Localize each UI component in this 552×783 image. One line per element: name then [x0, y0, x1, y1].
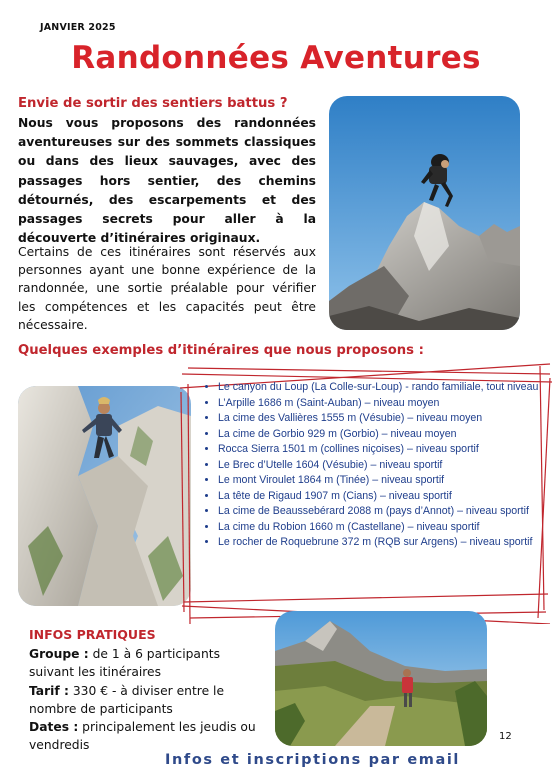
list-item: • La cime de Beaussebérard 2088 m (pays d’Annot) – niveau sportif: [218, 504, 552, 520]
infos-group: [29, 645, 265, 682]
group-value: de 1 à 6 participants suivant les itinéraires: [29, 647, 220, 680]
intro-text: Certains de ces itinéraires sont réservés aux personnes ayant une bonne expérience de la randonnée, une sortie préalable pour vérifier les compétences et les capacités peut être nécessaire.: [18, 245, 316, 332]
list-item: • Le Brec d’Utelle 1604 (Vésubie) – niveau sportif: [218, 458, 552, 474]
hiker-on-rock-summit-photo: [329, 96, 520, 330]
hiker-on-trail-photo: [275, 611, 487, 746]
intro-bold-text: Nous vous proposons des randonnées aventureuses sur des sommets classiques ou dans des lieux sauvages, avec des passages hors sentier, des chemins détournés, des escarpements et des passages secrets pour aller à la découverte d’itinéraires originaux.: [18, 116, 316, 246]
infos-title: INFOS PRATIQUES: [29, 627, 156, 642]
list-item: • Le canyon du Loup (La Colle-sur-Loup) - rando familiale, tout niveau: [218, 380, 552, 396]
list-item: • Rocca Sierra 1501 m (collines niçoises) – niveau sportif: [218, 442, 552, 458]
list-item: • La tête de Rigaud 1907 m (Cians) – niveau sportif: [218, 489, 552, 505]
list-item: • Le rocher de Roquebrune 372 m (RQB sur Argens) – niveau sportif: [218, 535, 552, 551]
price-label: Tarif :: [29, 683, 69, 698]
examples-heading: Quelques exemples d’itinéraires que nous proposons :: [18, 343, 424, 358]
infos-price: [29, 682, 265, 719]
itinerary-list: [190, 380, 552, 551]
list-item: • La cime de Gorbio 929 m (Gorbio) – niveau moyen: [218, 427, 552, 443]
group-label: Groupe :: [29, 647, 89, 661]
list-item: • La cime des Vallières 1555 m (Vésubie) – niveau moyen: [218, 411, 552, 427]
page-number: 12: [499, 731, 512, 742]
page-title: Randonnées Aventures: [71, 40, 481, 76]
infos-block: [29, 645, 265, 755]
list-item: • La cime du Robion 1660 m (Castellane) – niveau sportif: [218, 520, 552, 536]
infos-dates: [29, 718, 265, 755]
hiker-climbing-rock-photo: [18, 386, 191, 606]
dates-label: Dates :: [29, 720, 79, 735]
price-value: 330 € - à diviser entre le nombre de participants: [29, 683, 225, 716]
footer-contact-line: Infos et inscriptions par email: [165, 752, 460, 768]
intro-heading: Envie de sortir des sentiers battus ?: [18, 96, 288, 111]
issue-date: JANVIER 2025: [40, 22, 116, 33]
dates-value: principalement les jeudis ou vendredis: [29, 720, 256, 753]
list-item: • Le mont Viroulet 1864 m (Tinée) – niveau sportif: [218, 473, 552, 489]
list-item: • L’Arpille 1686 m (Saint-Auban) – niveau moyen: [218, 396, 552, 412]
